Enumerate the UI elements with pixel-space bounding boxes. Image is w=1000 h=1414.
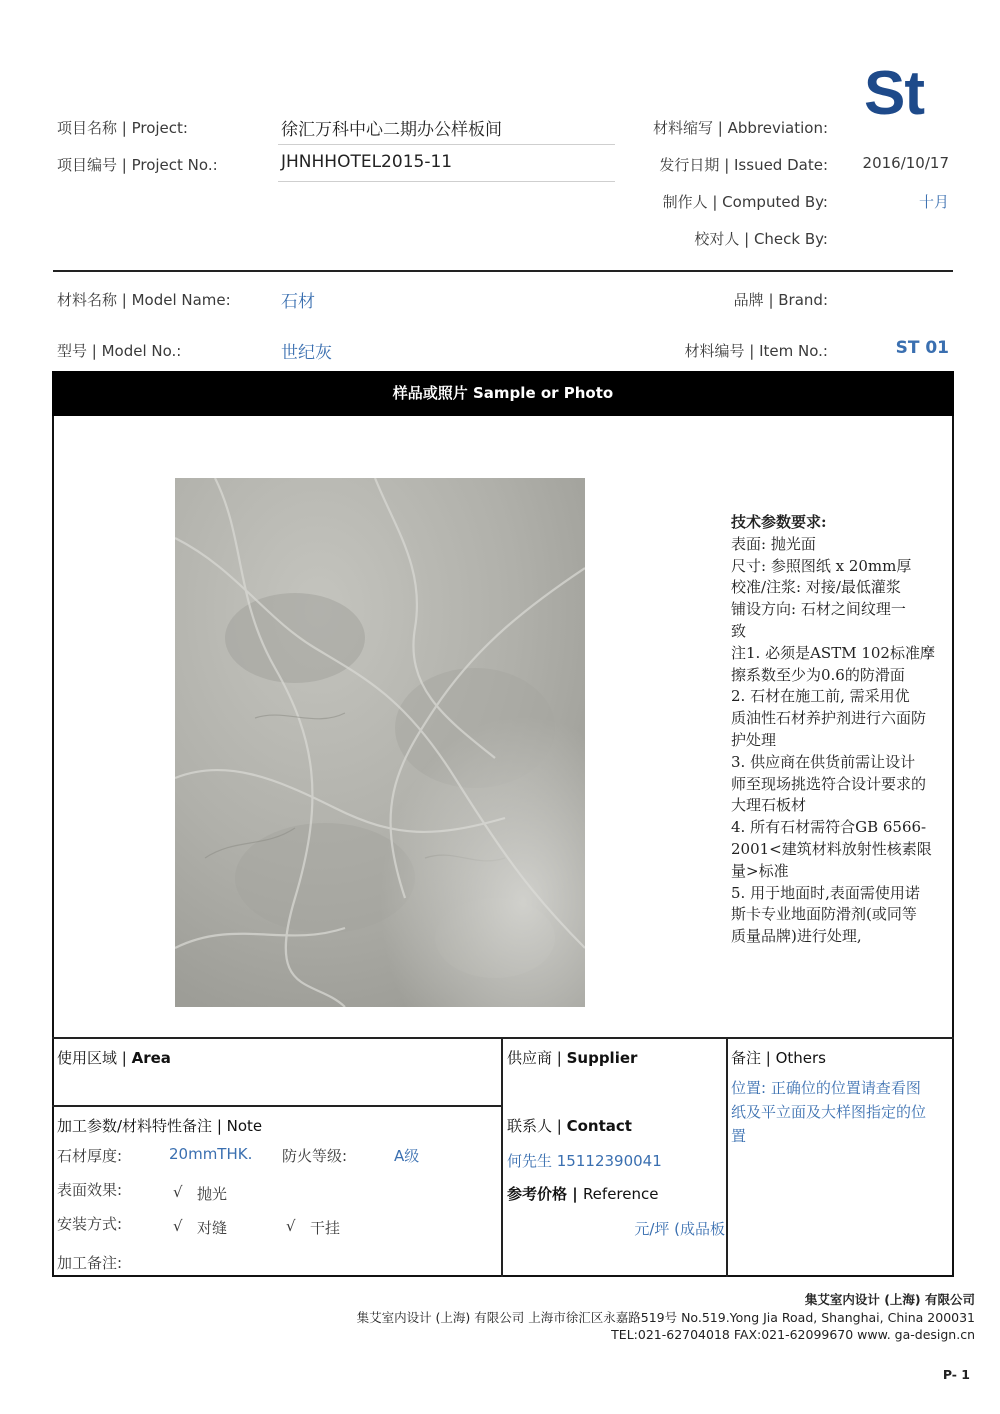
surface-value: 抛光 bbox=[197, 1185, 228, 1203]
project-value: 徐汇万科中心二期办公样板间 bbox=[281, 120, 502, 140]
supplier-label-en: Supplier bbox=[566, 1049, 638, 1067]
others-line: 纸及平立面及大样图指定的位 bbox=[731, 1103, 927, 1121]
model-no-label: 型号 | Model No.: bbox=[57, 342, 182, 360]
model-no-value: 世纪灰 bbox=[281, 343, 332, 363]
technical-spec bbox=[731, 512, 935, 948]
abbreviation-label: 材料缩写 | Abbreviation: bbox=[653, 119, 828, 137]
project-no-value: JHNHHOTEL2015-11 bbox=[281, 152, 453, 172]
issued-date-value: 2016/10/17 bbox=[862, 154, 949, 172]
note-title: 加工参数/材料特性备注 | Note bbox=[57, 1117, 263, 1135]
reference-label bbox=[507, 1183, 658, 1204]
project-no-underline bbox=[278, 181, 615, 182]
model-name-value: 石材 bbox=[281, 292, 315, 312]
thickness-value: 20mmTHK. bbox=[169, 1145, 253, 1163]
spec-line: 质油性石材养护剂进行六面防 bbox=[731, 709, 927, 728]
item-no-label: 材料编号 | Item No.: bbox=[684, 342, 828, 360]
spec-line: 3. 供应商在供货前需让设计 bbox=[731, 752, 916, 771]
spec-line: 5. 用于地面时,表面需使用诺 bbox=[731, 883, 920, 902]
footer-address: 集艾室内设计 (上海) 有限公司 上海市徐汇区永嘉路519号 No.519.Yong Jia Road, Shanghai, China 200031 bbox=[356, 1310, 975, 1325]
thickness-label: 石材厚度: bbox=[57, 1147, 123, 1165]
spec-line: 擦系数至少为0.6的防滑面 bbox=[731, 665, 905, 684]
footer-company: 集艾室内设计 (上海) 有限公司 bbox=[804, 1292, 975, 1307]
spec-line: 量>标准 bbox=[731, 861, 789, 880]
spec-line: 质量品牌)进行处理, bbox=[731, 927, 862, 946]
spec-line: 铺设方向: 石材之间纹理一 bbox=[731, 600, 906, 619]
fire-rating-value: A级 bbox=[394, 1147, 420, 1165]
sample-title: 样品或照片 Sample or Photo bbox=[392, 384, 614, 402]
install-check-icon-2: √ bbox=[286, 1217, 296, 1235]
spec-line: 表面: 抛光面 bbox=[731, 534, 816, 553]
spec-line: 尺寸: 参照图纸 x 20mm厚 bbox=[731, 556, 912, 575]
processing-note-label: 加工备注: bbox=[57, 1254, 123, 1272]
brand-label: 品牌 | Brand: bbox=[733, 291, 828, 309]
reference-value: 元/坪 (成品板 bbox=[634, 1220, 725, 1238]
spec-line: 校准/注浆: 对接/最低灌浆 bbox=[731, 578, 901, 597]
contact-label-cn: 联系人 | bbox=[507, 1117, 567, 1135]
others-line: 置 bbox=[731, 1127, 747, 1145]
spec-line: 大理石板材 bbox=[731, 796, 807, 815]
install-value-2: 干挂 bbox=[310, 1219, 341, 1237]
install-check-icon-1: √ bbox=[173, 1217, 183, 1235]
reference-label-en: Reference bbox=[582, 1185, 659, 1203]
area-label bbox=[57, 1047, 171, 1068]
spec-line: 4. 所有石材需符合GB 6566- bbox=[731, 818, 927, 837]
bottom-grid-top bbox=[52, 1037, 954, 1039]
spec-line: 护处理 bbox=[731, 730, 777, 749]
supplier-label bbox=[507, 1047, 637, 1068]
stone-sample-photo bbox=[175, 478, 585, 1007]
spec-line: 致 bbox=[731, 621, 747, 640]
spec-line: 注1. 必须是ASTM 102标准摩 bbox=[731, 643, 935, 662]
contact-label bbox=[507, 1115, 632, 1136]
project-underline bbox=[278, 144, 615, 145]
spec-line: 师至现场挑选符合设计要求的 bbox=[731, 774, 927, 793]
spec-line: 斯卡专业地面防滑剂(或同等 bbox=[731, 905, 917, 924]
supplier-label-cn: 供应商 | bbox=[507, 1049, 567, 1067]
area-label-cn: 使用区域 | bbox=[57, 1049, 132, 1067]
logo: St bbox=[864, 59, 924, 128]
others-label: 备注 | Others bbox=[731, 1049, 826, 1067]
contact-value: 何先生 15112390041 bbox=[507, 1152, 662, 1170]
area-note-divider bbox=[52, 1105, 502, 1107]
computed-by-label: 制作人 | Computed By: bbox=[662, 193, 828, 211]
bottom-grid-col1 bbox=[501, 1037, 503, 1277]
spec-line: 技术参数要求: bbox=[731, 513, 827, 531]
sample-title-bar bbox=[52, 371, 954, 416]
header-divider bbox=[53, 270, 953, 272]
page-number: P- 1 bbox=[942, 1367, 970, 1382]
spec-line: 2. 石材在施工前, 需采用优 bbox=[731, 687, 910, 706]
area-label-en: Area bbox=[131, 1049, 171, 1067]
surface-label: 表面效果: bbox=[57, 1181, 123, 1199]
project-no-label: 项目编号 | Project No.: bbox=[57, 156, 218, 174]
footer-contact: TEL:021-62704018 FAX:021-62099670 www. ga-design.cn bbox=[611, 1327, 975, 1342]
issued-date-label: 发行日期 | Issued Date: bbox=[659, 156, 828, 174]
install-label: 安装方式: bbox=[57, 1215, 123, 1233]
check-by-label: 校对人 | Check By: bbox=[694, 230, 828, 248]
install-value-1: 对缝 bbox=[197, 1219, 228, 1237]
marble-texture bbox=[175, 478, 585, 1007]
reference-label-cn: 参考价格 | bbox=[507, 1185, 583, 1203]
others-line: 位置: 正确位的位置请查看图 bbox=[731, 1079, 921, 1097]
fire-rating-label: 防火等级: bbox=[282, 1147, 348, 1165]
project-label: 项目名称 | Project: bbox=[57, 119, 188, 137]
computed-by-value: 十月 bbox=[918, 193, 949, 211]
spec-line: 2001<建筑材料放射性核素限 bbox=[731, 839, 932, 858]
surface-check-icon: √ bbox=[173, 1183, 183, 1201]
model-name-label: 材料名称 | Model Name: bbox=[57, 291, 231, 309]
item-no-value: ST 01 bbox=[895, 338, 949, 358]
bottom-grid-col2 bbox=[726, 1037, 728, 1277]
contact-label-en: Contact bbox=[566, 1117, 632, 1135]
